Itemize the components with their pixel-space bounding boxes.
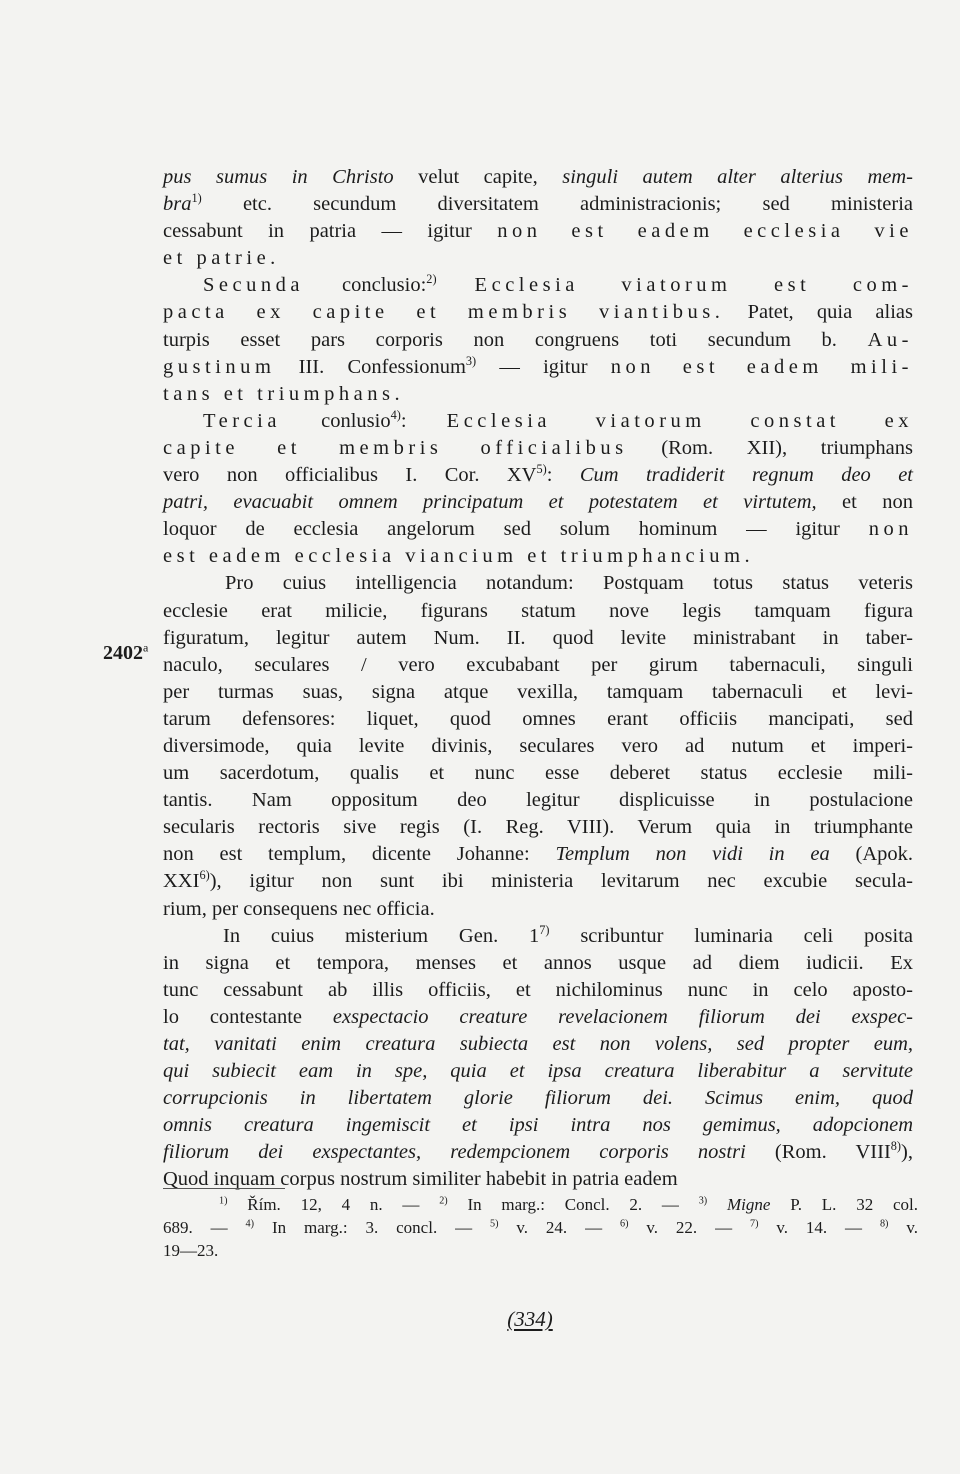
- footnote-marker: 4): [245, 1218, 255, 1230]
- body-text-segment: est eadem ecclesia viancium et triumphancium.: [163, 545, 755, 568]
- body-line: [163, 896, 913, 923]
- body-text-segment: ecclesie erat milicie, figurans statum nove legis tamquam figura: [163, 599, 913, 622]
- body-text-segment: :: [546, 464, 580, 487]
- body-text-segment: non: [868, 518, 913, 541]
- footnote-text-segment: v. 24. —: [498, 1218, 620, 1237]
- body-text-segment: non est eadem ecclesia vie: [497, 220, 913, 243]
- body-line: [163, 489, 913, 516]
- footnote-marker: 7): [539, 922, 550, 937]
- body-line: [163, 868, 913, 895]
- body-text-segment: (Rom. VIII: [745, 1141, 891, 1164]
- body-text-segment: omnis creatura ingemiscit et ipsi intra nos gemimus, adopcionem: [163, 1114, 913, 1137]
- body-line: [163, 760, 913, 787]
- body-line: [163, 950, 913, 977]
- body-line: [163, 435, 913, 462]
- body-text-segment: In cuius misterium Gen. 1: [223, 924, 540, 947]
- body-text-segment: ), igitur non sunt ibi ministeria levitarum nec excubie secula-: [209, 870, 913, 893]
- body-text-segment: et non: [816, 491, 913, 514]
- body-text-segment: Ecclesia viatorum est com-: [474, 274, 913, 297]
- body-text-segment: Secunda: [203, 274, 305, 297]
- body-text-segment: pacta ex capite et membris viantibus.: [163, 301, 725, 324]
- body-line: [163, 1112, 913, 1139]
- footnote-text-segment: P. L. 32 col.: [770, 1195, 918, 1214]
- body-text-segment: Cum tradiderit regnum deo et: [579, 464, 913, 487]
- body-text-segment: turpis esset pars corporis non congruens toti secundum b.: [163, 328, 868, 351]
- footnote-text-segment: 19—23.: [163, 1241, 219, 1260]
- body-text-segment: loquor de ecclesia angelorum sed solum hominum — igitur: [163, 518, 869, 541]
- body-text-segment: conlusio: [280, 409, 391, 432]
- margin-number-main: 2402: [103, 642, 143, 664]
- footnote-marker: 6): [619, 1218, 629, 1230]
- body-text-segment: diversimode, quia levite divinis, seculares vero ad nutum et imperi-: [163, 734, 913, 757]
- body-text-segment: Tercia: [203, 409, 281, 432]
- body-text-segment: patri, evacuabit omnem principatum et potestatem et virtutem,: [163, 491, 817, 514]
- body-text-segment: tans et triumphans.: [163, 382, 405, 405]
- body-text-segment: bra: [163, 193, 192, 216]
- body-text-segment: corrupcionis in libertatem glorie filiorum dei. Scimus enim, quod: [163, 1087, 913, 1110]
- body-line: [163, 1058, 913, 1085]
- footnote-line: [163, 1216, 918, 1239]
- footnote-text-segment: In marg.: 3. concl. —: [254, 1218, 490, 1237]
- footnote-line: [163, 1239, 918, 1262]
- body-text-segment: tarum defensores: liquet, quod omnes erant officiis mancipati, sed: [163, 707, 913, 730]
- body-line: [163, 462, 913, 489]
- body-line: [163, 814, 913, 841]
- footnotes: [163, 1193, 918, 1262]
- body-line: [163, 408, 913, 435]
- body-line: [163, 164, 913, 191]
- body-line: [163, 570, 913, 597]
- footnote-rule: [163, 1188, 285, 1189]
- body-line: [163, 299, 913, 326]
- body-line: [163, 652, 913, 679]
- footnote-marker: 7): [749, 1218, 759, 1230]
- footnote-marker: 5): [490, 1218, 499, 1230]
- footnote-text-segment: v.: [888, 1218, 918, 1237]
- body-line: [163, 1166, 913, 1193]
- footnote-marker: 6): [199, 868, 210, 883]
- body-text-segment: Quod inquam corpus nostrum similiter habebit in patria eadem: [163, 1168, 678, 1191]
- body-text-segment: (Apok.: [829, 843, 913, 866]
- body-text-segment: filiorum dei exspectantes, redempcionem corporis nostri: [163, 1141, 746, 1164]
- body-text-segment: tat, vanitati enim creatura subiecta est non volens, sed propter eum,: [163, 1033, 913, 1055]
- body-text-segment: capite et membris officialibus: [163, 436, 628, 459]
- margin-reference-number: [103, 640, 148, 667]
- body-line: [163, 923, 913, 950]
- footnote-text-segment: v. 14. —: [758, 1218, 880, 1237]
- body-text-segment: pus sumus in Christo: [163, 166, 394, 188]
- footnote-text-segment: v. 22. —: [628, 1218, 750, 1237]
- body-line: [163, 543, 913, 570]
- body-line: [163, 516, 913, 543]
- body-text-segment: ),: [901, 1141, 913, 1164]
- footnote-text-segment: In marg.: Concl. 2. —: [447, 1195, 699, 1214]
- footnote-text-segment: Migne: [726, 1195, 771, 1214]
- body-line: [163, 191, 913, 218]
- footnote-marker: 3): [698, 1195, 708, 1207]
- body-text-segment: III. Confessionum: [275, 355, 466, 378]
- body-text-segment: conclusio:: [304, 274, 427, 297]
- footnote-line: [163, 1193, 918, 1216]
- body-text-segment: non est templum, dicente Johanne:: [163, 843, 556, 866]
- body-text-segment: exspectacio creature revelacionem filiorum dei exspec-: [332, 1005, 914, 1028]
- body-text-segment: figuratum, legitur autem Num. II. quod levite ministrabant in taber-: [163, 626, 913, 649]
- body-line: [163, 1031, 913, 1058]
- body-line: [163, 598, 913, 625]
- body-line: [163, 679, 913, 706]
- body-text-segment: gustinum: [163, 355, 276, 378]
- page-number: (334): [507, 1307, 553, 1331]
- footnote-marker: 5): [536, 462, 547, 477]
- body-text-segment: :: [400, 409, 447, 432]
- body-text-segment: Patet, quia alias: [724, 301, 913, 324]
- body-text-segment: um sacerdotum, qualis et nunc esse deberet status ecclesie mili-: [163, 762, 913, 785]
- body-text-segment: cessabunt in patria — igitur: [163, 220, 498, 243]
- body-text-segment: tantis. Nam oppositum deo legitur displicuisse in postulacione: [163, 789, 913, 812]
- body-text-segment: lo contestante: [163, 1005, 333, 1028]
- body-text-segment: etc. secundum diversitatem administracionis; sed ministeria: [201, 193, 913, 216]
- body-line: [163, 706, 913, 733]
- footnote-marker: 2): [426, 272, 437, 287]
- footnote-marker: 4): [390, 408, 401, 423]
- footnote-text-segment: [707, 1195, 727, 1214]
- body-line: [163, 733, 913, 760]
- body-text-segment: (Rom. XII), triumphans: [627, 436, 913, 459]
- footnote-marker: 2): [439, 1195, 448, 1207]
- body-text-segment: Au-: [867, 328, 913, 351]
- body-text-segment: rium, per consequens nec officia.: [163, 897, 435, 920]
- footnote-text-segment: 689. —: [163, 1218, 246, 1237]
- body-line: [163, 1085, 913, 1112]
- margin-number-suffix: a: [143, 640, 149, 655]
- body-text-segment: et patrie.: [163, 247, 280, 270]
- body-text-segment: in signa et tempora, menses et annos usque ad diem iudicii. Ex: [163, 951, 913, 974]
- body-text-segment: qui subiecit eam in spe, quia et ipsa creatura liberabitur a servitute: [163, 1060, 913, 1083]
- body-line: [163, 1139, 913, 1166]
- body-line: [163, 381, 913, 408]
- body-text: [163, 164, 913, 1194]
- body-text-segment: secularis rectoris sive regis (I. Reg. VIII). Verum quia in triumphante: [163, 816, 913, 839]
- body-text-segment: Templum non vidi in ea: [555, 843, 830, 866]
- body-text-segment: Pro cuius intelligencia notandum: Postquam totus status veteris: [225, 572, 913, 595]
- body-text-segment: singuli autem alter alterius mem-: [562, 166, 913, 188]
- footnote-marker: 3): [465, 353, 477, 368]
- body-text-segment: XXI: [163, 870, 200, 893]
- body-text-segment: per turmas suas, signa atque vexilla, tamquam tabernaculi et levi-: [163, 680, 913, 703]
- body-line: [163, 245, 913, 272]
- body-line: [163, 218, 913, 245]
- body-text-segment: vero non officialibus I. Cor. XV: [163, 464, 537, 487]
- body-text-segment: velut capite,: [393, 166, 563, 188]
- footnote-marker: 1): [191, 191, 202, 206]
- body-text-segment: [437, 274, 475, 296]
- body-line: [163, 327, 913, 354]
- body-line: [163, 787, 913, 814]
- body-text-segment: naculo, seculares / vero excubabant per girum tabernaculi, singuli: [163, 653, 913, 676]
- body-line: [163, 354, 913, 381]
- body-text-segment: tunc cessabunt ab illis officiis, et nichilominus nunc in celo aposto-: [163, 978, 913, 1001]
- body-line: [163, 1004, 913, 1031]
- body-text-segment: scribuntur luminaria celi posita: [549, 924, 913, 947]
- body-line: [163, 841, 913, 868]
- body-text-segment: non est eadem mili-: [610, 355, 913, 378]
- body-line: [163, 272, 913, 299]
- body-line: [163, 625, 913, 652]
- footnote-text-segment: Řím. 12, 4 n. —: [227, 1195, 440, 1214]
- footnote-marker: 8): [890, 1139, 902, 1154]
- footnote-marker: 8): [879, 1218, 889, 1230]
- body-line: [163, 977, 913, 1004]
- body-text-segment: — igitur: [476, 355, 611, 378]
- footnote-marker: 1): [219, 1195, 228, 1207]
- body-text-segment: Ecclesia viatorum constat ex: [446, 409, 914, 432]
